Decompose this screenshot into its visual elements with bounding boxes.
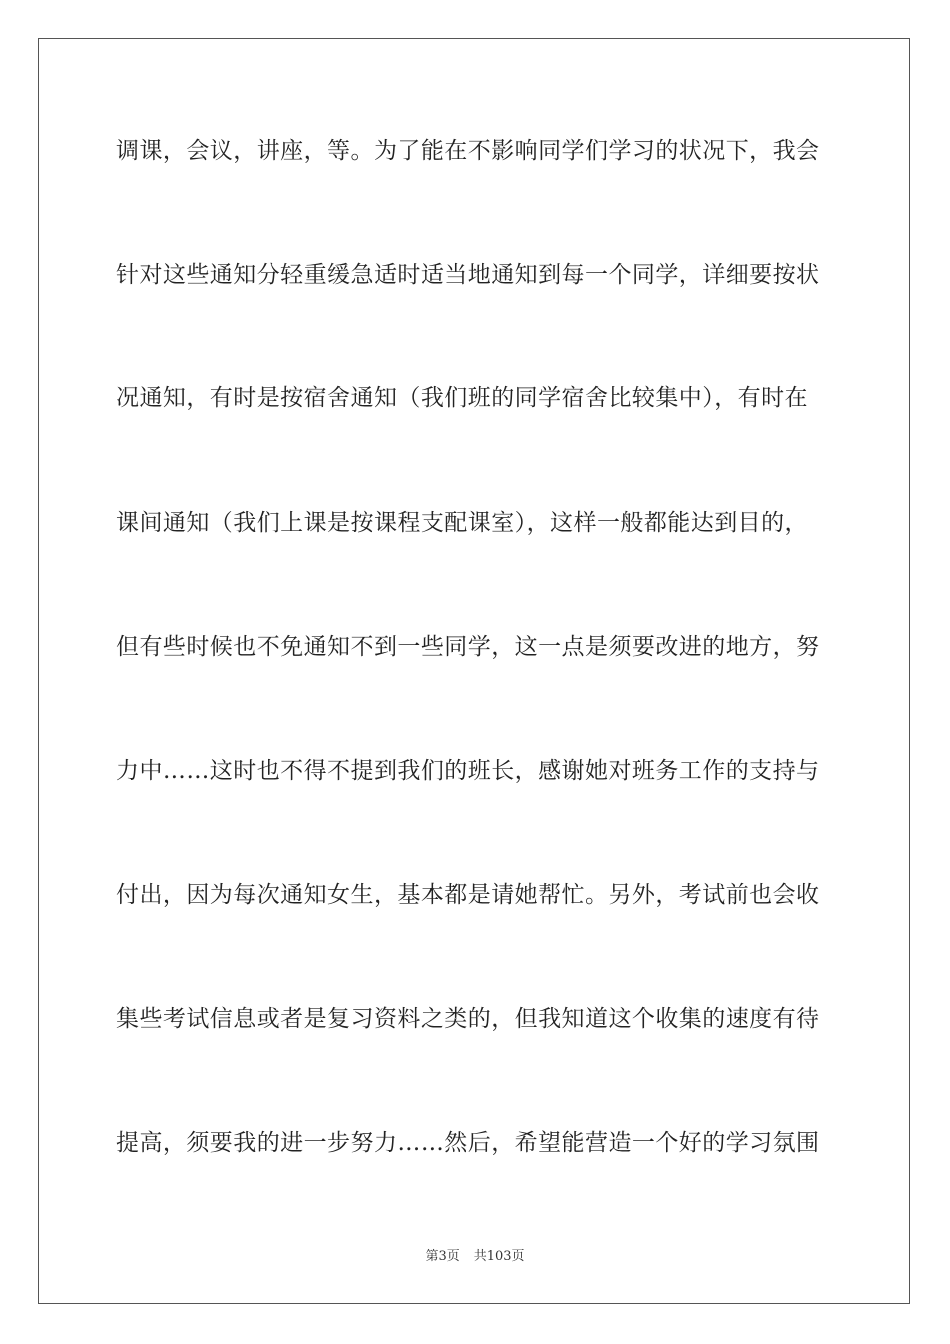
text-line: 但有些时候也不免通知不到一些同学，这一点是须要改进的地方，努 <box>116 634 820 660</box>
text-line: 况通知，有时是按宿舍通知（我们班的同学宿舍比较集中），有时在 <box>116 385 808 411</box>
page-footer <box>0 1248 950 1266</box>
text-line: 力中……这时也不得不提到我们的班长，感谢她对班务工作的支持与 <box>116 758 820 784</box>
text-line: 提高，须要我的进一步努力……然后，希望能营造一个好的学习氛围 <box>116 1130 820 1156</box>
text-line: 课间通知（我们上课是按课程支配课室），这样一般都能达到目的， <box>116 510 808 536</box>
text-line: 付出，因为每次通知女生，基本都是请她帮忙。另外，考试前也会收 <box>116 882 820 908</box>
text-line: 调课，会议，讲座，等。为了能在不影响同学们学习的状况下，我会 <box>116 138 820 164</box>
page-border <box>38 38 910 1304</box>
page-number: 第3页 <box>425 1249 460 1264</box>
page-total: 共103页 <box>473 1249 525 1264</box>
text-line: 集些考试信息或者是复习资料之类的，但我知道这个收集的速度有待 <box>116 1006 820 1032</box>
text-line: 针对这些通知分轻重缓急适时适当地通知到每一个同学，详细要按状 <box>116 262 820 288</box>
